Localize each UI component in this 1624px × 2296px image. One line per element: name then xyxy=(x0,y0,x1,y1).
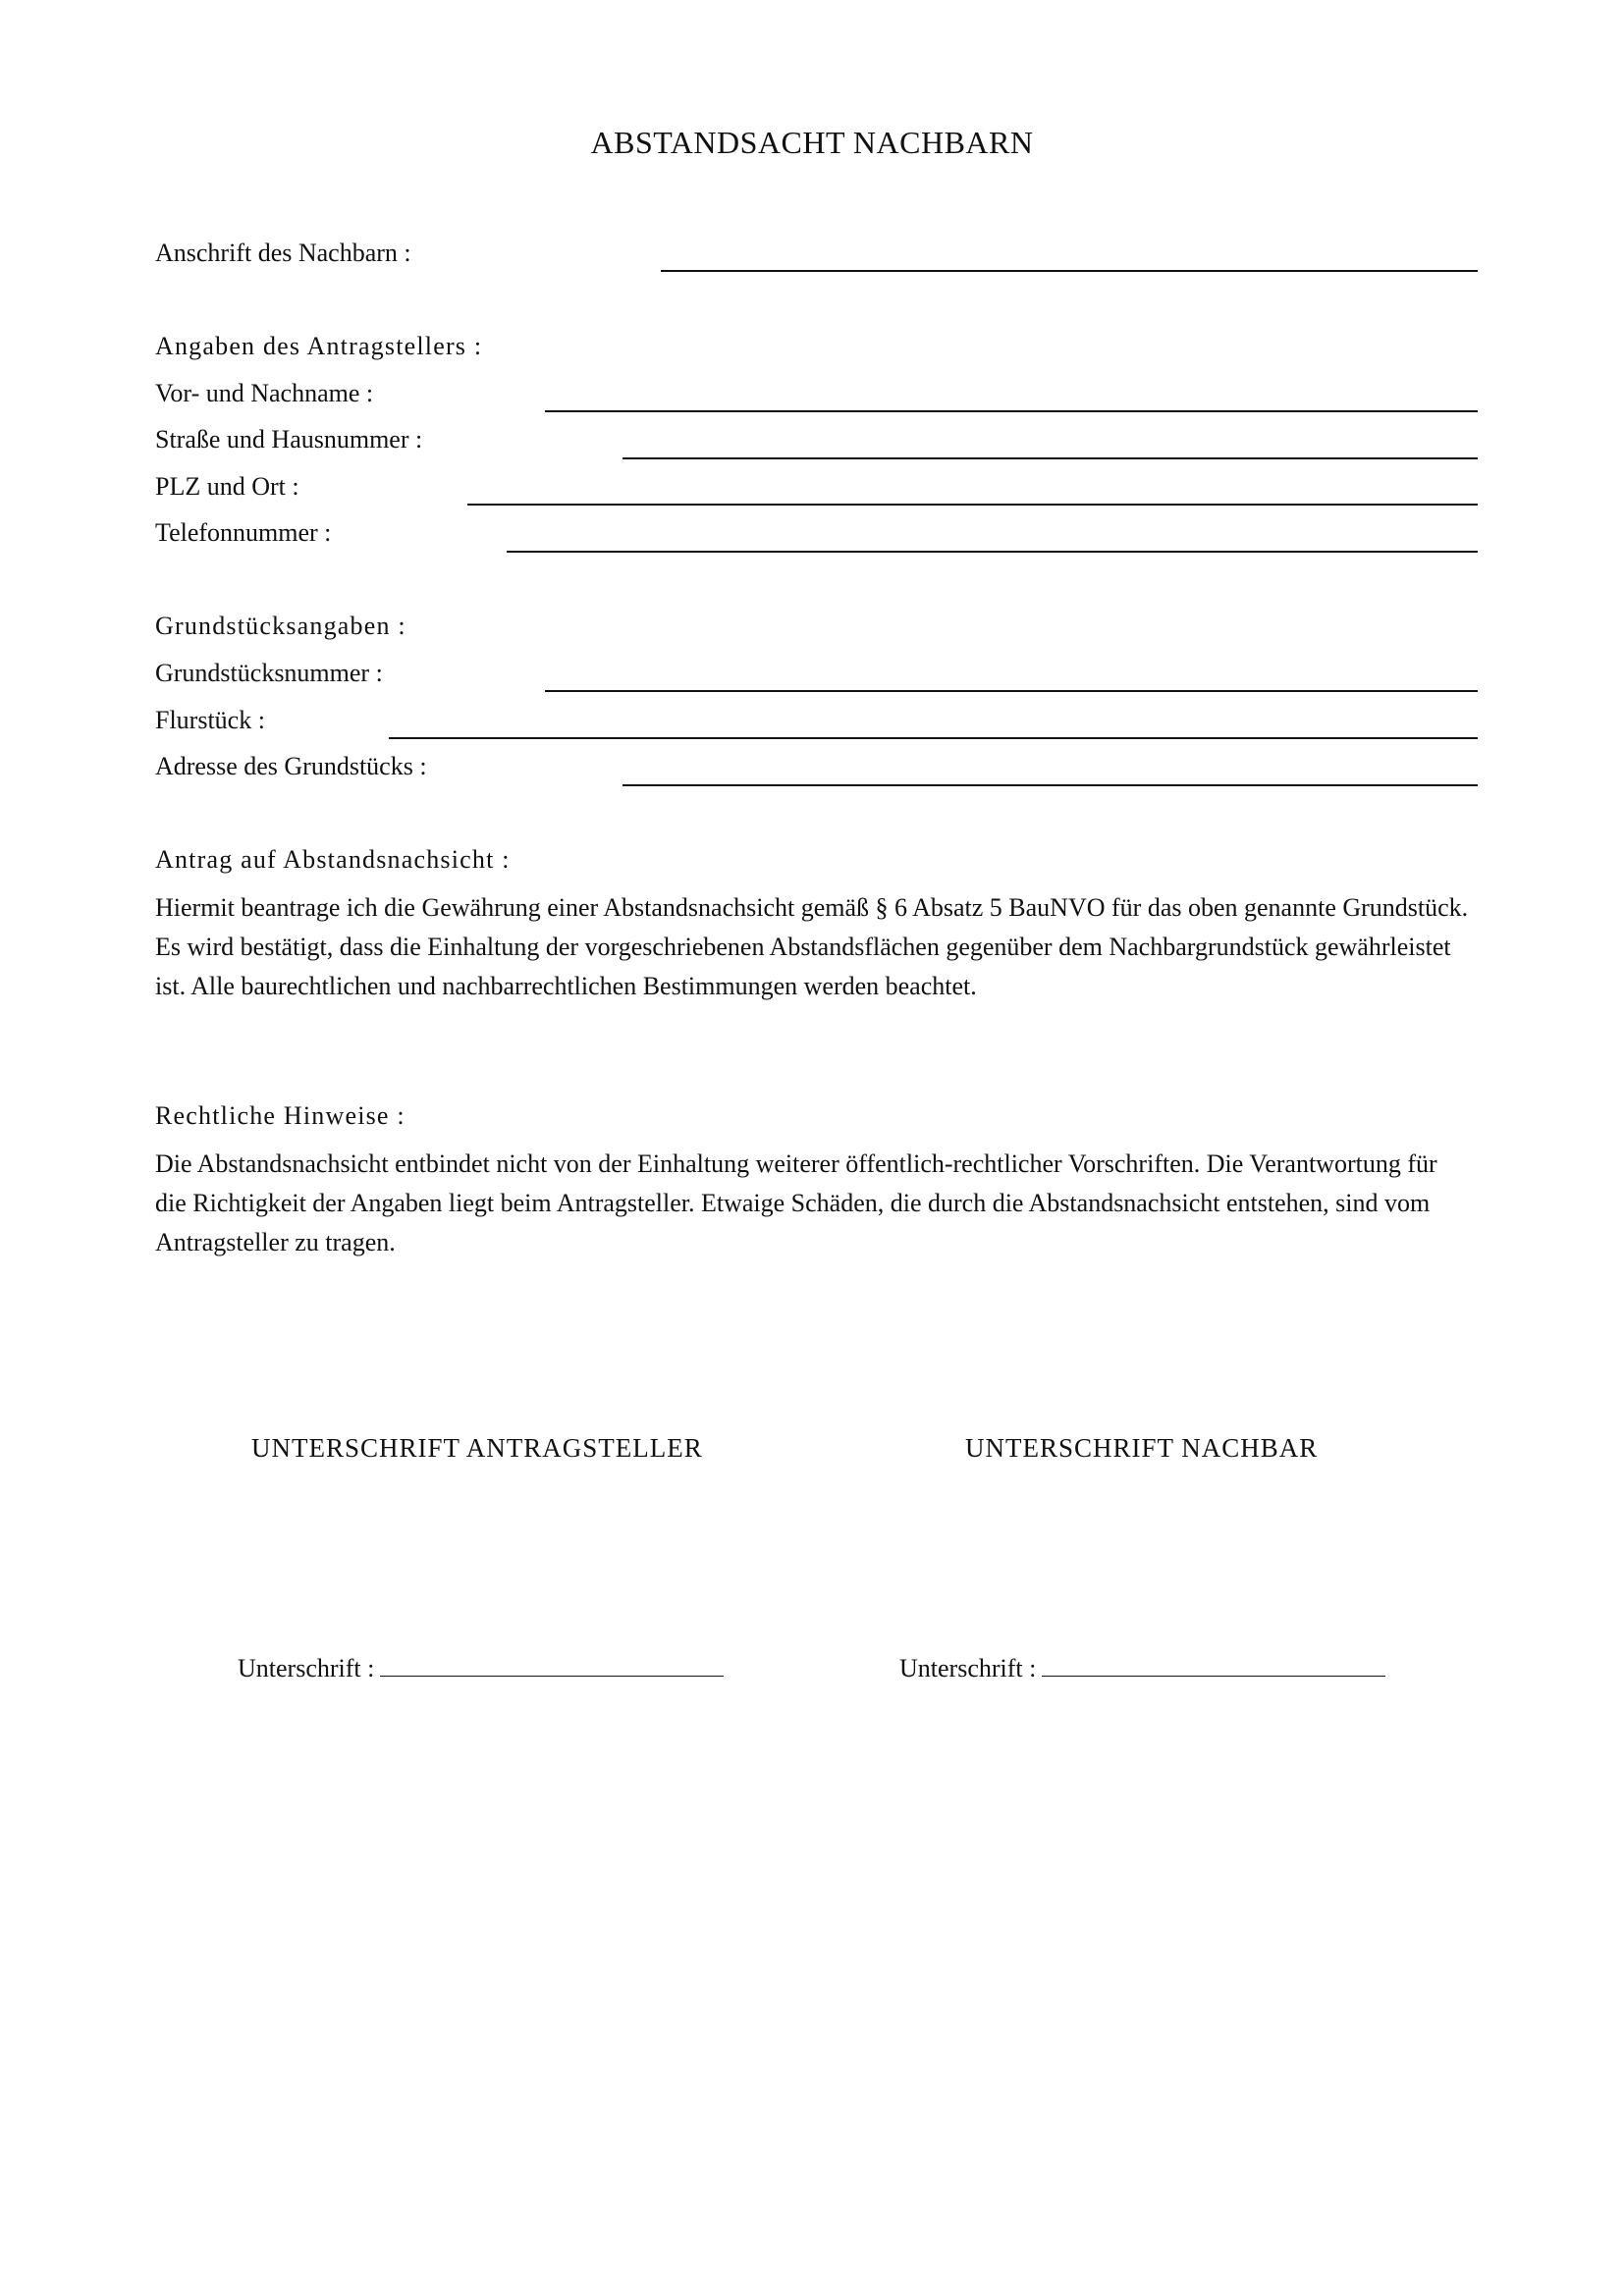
applicant-signature-label: Unterschrift : xyxy=(238,1654,375,1682)
neighbor-signature-heading: UNTERSCHRIFT NACHBAR xyxy=(965,1433,1319,1463)
property-address-field[interactable] xyxy=(623,784,1478,786)
property-heading: Grundstücksangaben : xyxy=(155,612,406,640)
applicant-signature-heading: UNTERSCHRIFT ANTRAGSTELLER xyxy=(251,1433,703,1463)
applicant-heading: Angaben des Antragstellers : xyxy=(155,332,483,360)
property-number-label: Grundstücksnummer : xyxy=(155,659,383,687)
request-heading: Antrag auf Abstandsnachsicht : xyxy=(155,845,511,874)
neighbor-signature-field[interactable] xyxy=(1042,1654,1385,1677)
legal-text: Die Abstandsnachsicht entbindet nicht von der Einhaltung weiterer öffentlich-rechtlicher Vorschriften. Die Verantwortung für die Richtigkeit der Angaben liegt beim Antragsteller. Etwaige Schäden, die durch die Abstandsnachsicht entstehen, sind vom Antragsteller zu tragen. xyxy=(155,1149,1437,1256)
neighbor-signature-row xyxy=(899,1654,1385,1683)
request-text: Hiermit beantrage ich die Gewährung einer Abstandsnachsicht gemäß § 6 Absatz 5 BauNVO für das oben genannte Grundstück. Es wird bestätigt, dass die Einhaltung der vorgeschriebenen Abstandsflächen gegenüber dem Nachbargrundstück gewährleistet ist. Alle baurechtlichen und nachbarrechtlichen Bestimmungen werden beachtet. xyxy=(155,893,1469,1000)
applicant-signature-row xyxy=(238,1654,724,1683)
applicant-city-label: PLZ und Ort : xyxy=(155,472,299,501)
property-parcel-label: Flurstück : xyxy=(155,706,265,734)
applicant-name-field[interactable] xyxy=(545,410,1478,412)
applicant-street-field[interactable] xyxy=(623,457,1478,459)
property-parcel-field[interactable] xyxy=(389,737,1478,739)
applicant-name-label: Vor- und Nachname : xyxy=(155,379,374,407)
applicant-street-label: Straße und Hausnummer : xyxy=(155,425,423,454)
neighbor-address-label: Anschrift des Nachbarn : xyxy=(155,239,411,267)
neighbor-address-field[interactable] xyxy=(661,270,1478,272)
applicant-phone-label: Telefonnummer : xyxy=(155,518,332,547)
document-title: ABSTANDSACHT NACHBARN xyxy=(590,125,1034,160)
applicant-phone-field[interactable] xyxy=(507,551,1478,553)
applicant-city-field[interactable] xyxy=(467,504,1478,506)
legal-heading: Rechtliche Hinweise : xyxy=(155,1101,406,1130)
property-number-field[interactable] xyxy=(545,690,1478,692)
neighbor-signature-label: Unterschrift : xyxy=(899,1654,1037,1682)
property-address-label: Adresse des Grundstücks : xyxy=(155,752,427,780)
applicant-signature-field[interactable] xyxy=(380,1654,724,1677)
